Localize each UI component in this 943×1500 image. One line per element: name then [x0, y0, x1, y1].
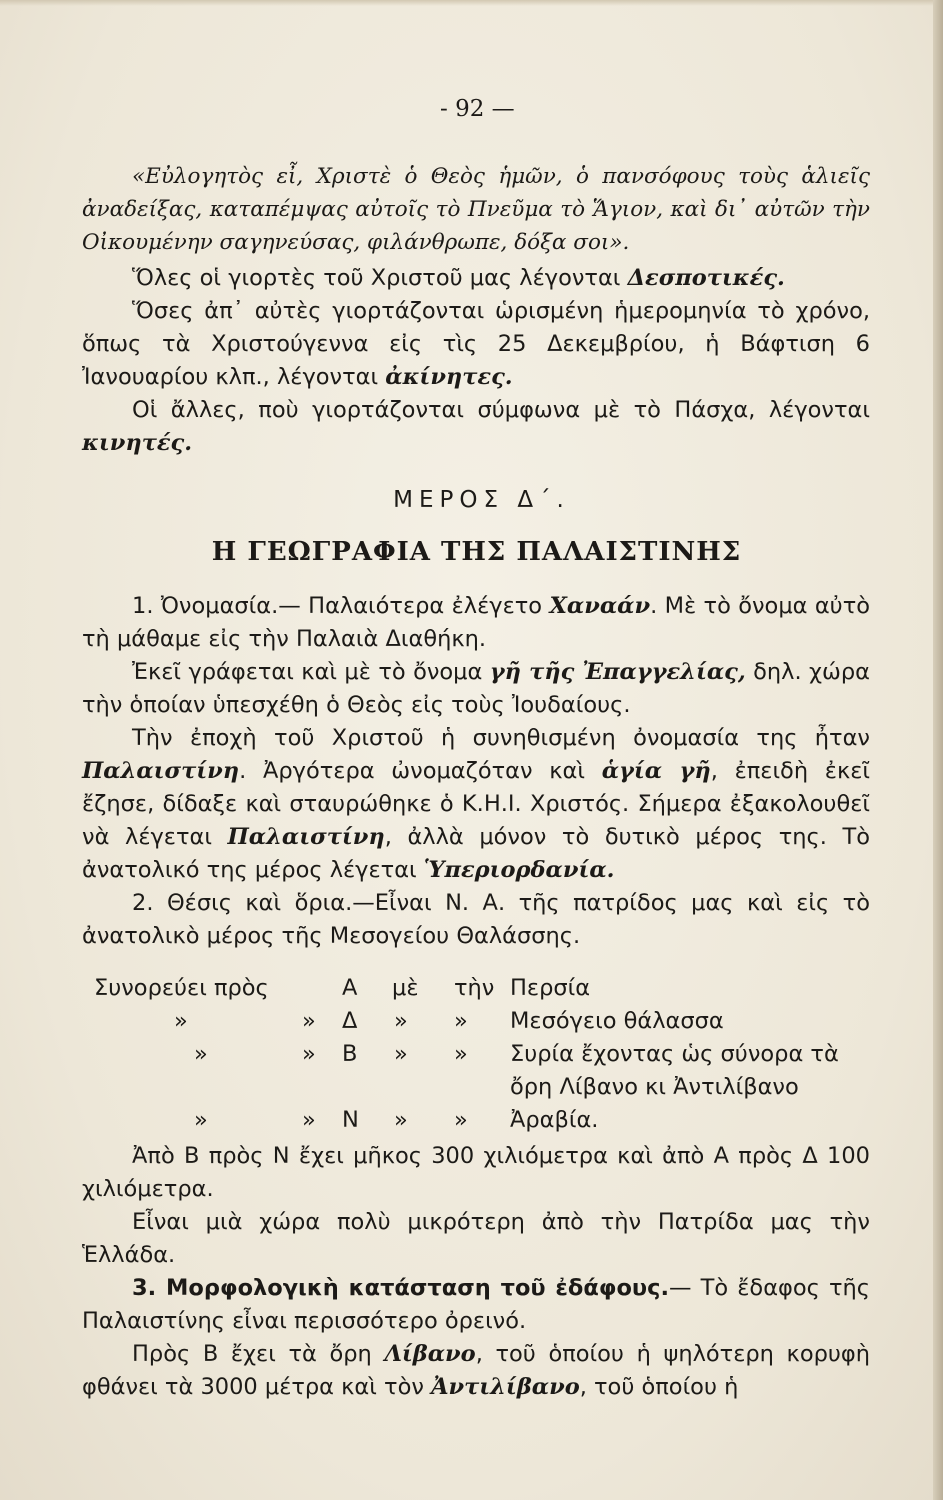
section1-text-a: — Παλαιότερα ἐλέγετο [278, 593, 550, 619]
borders-cell: » [454, 1008, 468, 1034]
section3-paragraph-1 [82, 1272, 870, 1338]
borders-cell: » [394, 1041, 408, 1067]
term-despotikes: Δεσποτικές. [627, 265, 785, 291]
term-antilivanos: Ἀντιλίβανο [431, 1374, 580, 1400]
borders-cell: » [394, 1107, 408, 1133]
borders-cell: » [302, 1041, 316, 1067]
borders-row [82, 1071, 872, 1104]
section3-p2-b: , τοῦ ὁποίου ἡ ψηλότερη κορυφὴ φθάνει τὰ 3000 μέτρα καὶ τὸν [82, 1341, 870, 1400]
feasts-paragraph-3 [82, 394, 870, 460]
borders-cell: » [454, 1107, 468, 1133]
section2-heading: 2. Θέσις καὶ ὅρια. [132, 890, 353, 916]
section1-text-b: . Μὲ τὸ ὄνομα αὐτὸ τὴ μάθαμε εἰς τὴν Παλαιὰ Διαθήκη. [82, 593, 871, 652]
term-akinites: ἀκίνητες. [385, 364, 513, 390]
term-chanaan: Χαναάν [549, 593, 651, 619]
borders-cell: » [394, 1008, 408, 1034]
page-top-edge [0, 0, 943, 6]
term-livanos: Λίβανο [384, 1341, 476, 1367]
feasts-p1-text: Ὅλες οἱ γιορτὲς τοῦ Χριστοῦ μας λέγονται [132, 265, 628, 291]
borders-cell: Μεσόγειο θάλασσα [510, 1008, 724, 1034]
term-promised-land: γῆ τῆς Ἐπαγγελίας, [489, 659, 746, 685]
borders-table [82, 972, 872, 1137]
feasts-paragraph-2 [82, 295, 870, 394]
term-hyperiordania: Ὑπεριορδανία. [423, 857, 615, 883]
borders-cell: » [302, 1008, 316, 1034]
section1-p2-a: Ἐκεῖ γράφεται καὶ μὲ τὸ ὄνομα [132, 659, 490, 685]
term-kinites: κινητές. [82, 430, 193, 456]
chapter-title: Η ΓΕΩΓΡΑΦΙΑ ΤΗΣ ΠΑΛΑΙΣΤΙΝΗΣ [211, 537, 742, 567]
section1-paragraph-3 [82, 722, 870, 887]
borders-cell: » [454, 1041, 468, 1067]
borders-cell: Ν [342, 1107, 359, 1133]
section1-paragraph-2 [82, 656, 870, 722]
borders-cell: » [174, 1008, 188, 1034]
borders-row [82, 1104, 872, 1137]
term-palaistini-2: Παλαιστίνη [227, 824, 385, 850]
section2-text: —Εἶναι Ν. Α. τῆς πατρίδος μας καὶ εἰς τὸ ἀνατολικὸ μέρος τῆς Μεσογείου Θαλάσσης. [82, 890, 870, 949]
feasts-paragraph-1 [82, 262, 870, 295]
borders-row [82, 972, 872, 1005]
borders-row [82, 1005, 872, 1038]
borders-cell: μὲ [392, 975, 419, 1001]
borders-cell: Α [342, 975, 358, 1001]
borders-cell: » [194, 1041, 208, 1067]
sections-1-2-block [82, 590, 870, 953]
part-label: ΜΕΡΟΣ Δ΄. [393, 487, 570, 513]
borders-cell: Δ [342, 1008, 358, 1034]
section3-p2-c: , τοῦ ὁποίου ἡ [579, 1374, 739, 1400]
section1-paragraph-1 [82, 590, 870, 656]
section1-heading: 1. Ὀνομασία. [132, 593, 279, 619]
borders-cell: Συρία ἔχοντας ὡς σύνορα τὰ [510, 1041, 839, 1067]
section3-p2-a: Πρὸς Β ἔχει τὰ ὄρη [132, 1341, 385, 1367]
sections-3-block [82, 1140, 870, 1404]
dimensions-paragraph-2: Εἶναι μιὰ χώρα πολὺ μικρότερη ἀπὸ τὴν Πατρίδα μας τὴν Ἑλλάδα. [82, 1209, 870, 1268]
section1-p3-c: , ἐπειδὴ ἐκεῖ ἔζησε, δίδαξε καὶ σταυρώθηκε ὁ Κ.Η.Ι. Χριστός. Σήμερα ἐξακολουθεῖ νὰ λέγεται [82, 758, 870, 850]
term-holy-land: ἁγία γῆ [601, 758, 711, 784]
page-right-edge [933, 0, 943, 1500]
section3-text: — Τὸ ἔδαφος τῆς Παλαιστίνης εἶναι περισσότερο ὀρεινό. [82, 1275, 870, 1334]
intro-quote: «Εὐλογητὸς εἶ, Χριστὲ ὁ Θεὸς ἡμῶν, ὁ πανσόφους τοὺς ἁλιεῖς ἀναδείξας, καταπέμψας αὐτοῖς τὸ Πνεῦμα τὸ Ἅγιον, καὶ δι᾿ αὐτῶν τὴν Οἰκουμένην σαγηνεύσας, φιλάνθρωπε, δόξα σοι». [82, 164, 870, 255]
borders-cell: Β [342, 1041, 358, 1067]
section1-p3-d: , ἀλλὰ μόνον τὸ δυτικὸ μέρος της. Τὸ ἀνατολικό της μέρος λέγεται [82, 824, 870, 883]
borders-row [82, 1038, 872, 1071]
term-palaistini-1: Παλαιστίνη [82, 758, 240, 784]
intro-quote-block [82, 160, 870, 259]
section1-p2-b: δηλ. χώρα τὴν ὁποίαν ὑπεσχέθη ὁ Θεὸς εἰς τοὺς Ἰουδαίους. [82, 659, 870, 718]
section1-p3-a: Τὴν ἐποχὴ τοῦ Χριστοῦ ἡ συνηθισμένη ὀνομασία της ἦταν [132, 725, 870, 751]
section3-heading: 3. Μορφολογικὴ κατάσταση τοῦ ἐδάφους. [132, 1275, 669, 1301]
feasts-p3-text: Οἱ ἄλλες, ποὺ γιορτάζονται σύμφωνα μὲ τὸ Πάσχα, λέγονται [132, 397, 870, 423]
borders-cell: » [194, 1107, 208, 1133]
page-number: - 92 — [440, 96, 515, 122]
borders-cell: Περσία [510, 975, 591, 1001]
borders-cell: τὴν [454, 975, 495, 1001]
dimensions-paragraph-1: Ἀπὸ Β πρὸς Ν ἔχει μῆκος 300 χιλιόμετρα καὶ ἀπὸ Α πρὸς Δ 100 χιλιόμετρα. [82, 1143, 870, 1202]
borders-cell: Ἀραβία. [510, 1107, 599, 1133]
borders-cell: Συνορεύει πρὸς [94, 975, 269, 1001]
borders-cell: » [302, 1107, 316, 1133]
section1-p3-b: . Ἀργότερα ὠνομαζόταν καὶ [239, 758, 602, 784]
section3-paragraph-2 [82, 1338, 870, 1404]
feasts-p2-text: Ὅσες ἀπ᾿ αὐτὲς γιορτάζονται ὡρισμένη ἡμερομηνία τὸ χρόνο, ὅπως τὰ Χριστούγεννα εἰς τὶς 25 Δεκεμβρίου, ἡ Βάφτιση 6 Ἰανουαρίου κλπ., λέγονται [82, 298, 870, 390]
feasts-block [82, 262, 870, 460]
section2-paragraph [82, 887, 870, 953]
borders-cell: ὄρη Λίβανο κι Ἀντιλίβανο [510, 1074, 799, 1100]
